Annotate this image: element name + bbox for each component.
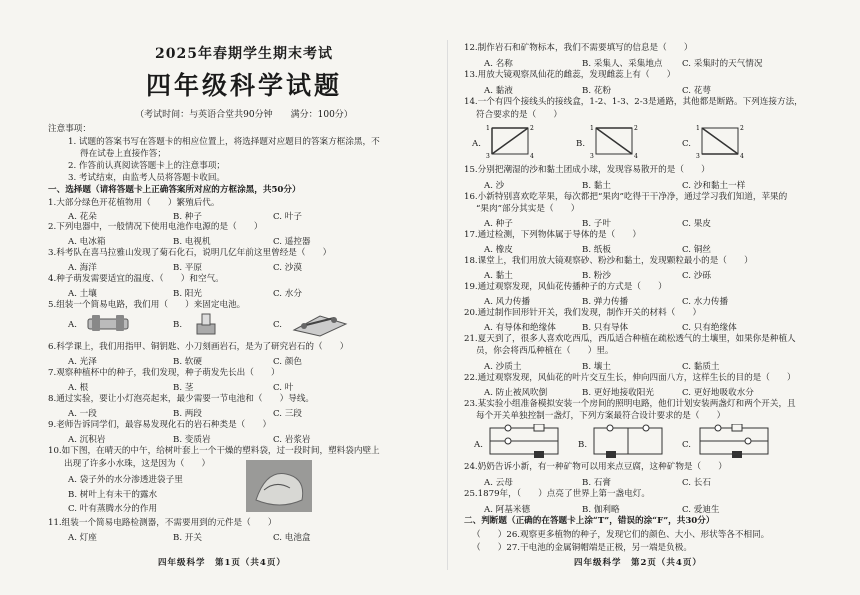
option-c: C. 沙砾 [682, 271, 711, 281]
option-b: B. [578, 440, 588, 450]
question-text: 13.用放大镜观察凤仙花的雌蕊，发现雌蕊上有（ ） [464, 70, 676, 80]
option-c: C. 叶子 [273, 212, 302, 222]
option-a: A. 沙质土 [484, 362, 522, 372]
exam-info: （考试时间：与英语合堂共90分钟 满分：100分） [135, 110, 353, 120]
terminal-label: 1 [486, 125, 490, 132]
option-a: A. 黏土 [484, 271, 513, 281]
note-item: 1. 试题的答案书写在答题卡的相应位置上，将选择题对应题目的答案方框涂黑，不 [68, 137, 380, 147]
terminal-label: 4 [530, 153, 534, 160]
option-a: A. 根 [68, 383, 89, 393]
terminal-label: 3 [486, 153, 490, 160]
page-2 [464, 0, 828, 595]
junction-box-c [696, 122, 746, 160]
question-text: “果肉”部分其实是（ ） [476, 204, 580, 214]
option-c: C. 叶有蒸腾水分的作用 [68, 504, 158, 514]
option-b: B. 更好地接收阳光 [582, 388, 654, 398]
option-c: C. 果皮 [682, 219, 711, 229]
option-b: B. 种子 [173, 212, 202, 222]
question-text: 22.通过观察发现，风仙花的叶片交互生长，伸向四面八方，这样生长的目的是（ ） [464, 373, 796, 383]
question-text: 7.观察种植杯中的种子，我们发现，种子萌发先长出（ ） [48, 368, 280, 378]
question-text: 1.大部分绿色开花植物用（ ）繁殖后代。 [48, 198, 220, 208]
option-c: C. 水力传播 [682, 297, 729, 307]
junction-box-b [590, 122, 640, 160]
option-b: B. 石膏 [582, 478, 611, 488]
option-a: A. 有导体和绝缘体 [484, 323, 556, 333]
battery-box-image [84, 311, 132, 337]
plastic-bag-photo [246, 460, 312, 512]
option-c: C. 三段 [273, 409, 302, 419]
option-c: C. 沙漠 [273, 263, 302, 273]
option-a: A. 云母 [484, 478, 513, 488]
option-a: A. 花朵 [68, 212, 97, 222]
terminal-label: 3 [696, 153, 700, 160]
option-b: B. 壤土 [582, 362, 611, 372]
option-b: B. 只有导体 [582, 323, 629, 333]
section-heading: 二、判断题（正确的在答题卡上涂“T”，错误的涂“F”，共30分） [464, 516, 715, 526]
option-b: B. 黏土 [582, 181, 611, 191]
option-c: C. 黏质土 [682, 362, 720, 372]
option-b: B. 弹力传播 [582, 297, 629, 307]
option-b: B. 电视机 [173, 237, 211, 247]
terminal-label: 4 [740, 153, 744, 160]
question-text: 5.组装一个简易电路，我们用（ ）来固定电池。 [48, 300, 246, 310]
question-text: 25.1879年，（ ）点亮了世界上第一盏电灯。 [464, 489, 650, 499]
bulb-holder-image [191, 310, 221, 338]
circuit-diagram-a [486, 424, 562, 458]
question-text: 10.如下图，在晴天的中午，给树叶套上一个干燥的塑料袋，过一段时间，塑料袋内壁上 [48, 446, 380, 456]
option-a: A. 灯座 [68, 533, 97, 543]
circuit-diagram-b [590, 424, 666, 458]
terminal-label: 2 [634, 125, 638, 132]
option-a: A. [472, 139, 481, 149]
note-item: 3. 考试结束，由监考人员将答题卡收回。 [68, 173, 226, 183]
option-a: A. 光泽 [68, 357, 97, 367]
option-b: B. 平原 [173, 263, 202, 273]
option-c: C. 长石 [682, 478, 711, 488]
option-a: A. [474, 440, 483, 450]
subject-title: 四年级科学试题 [145, 71, 342, 100]
option-c: C. 叶 [273, 383, 294, 393]
option-a: A. 海洋 [68, 263, 97, 273]
option-b: B. 开关 [173, 533, 202, 543]
option-b: B. 伽利略 [582, 505, 620, 515]
option-a: A. [68, 320, 77, 330]
option-c: C. 只有绝缘体 [682, 323, 737, 333]
option-c: C. [682, 440, 692, 450]
question-text: 12.制作岩石和矿物标本，我们不需要填写的信息是（ ） [464, 43, 693, 53]
option-c: C. 遥控器 [273, 237, 311, 247]
question-text: 14.一个有四个接线头的接线盒，1-2、1-3、2-3是通路，其他都是断路。下列连接方法， [464, 97, 803, 107]
option-b: B. 采集人、采集地点 [582, 59, 663, 69]
option-c: C. 岩浆岩 [273, 435, 311, 445]
option-a: A. 袋子外的水分渗透进袋子里 [68, 475, 183, 485]
question-text: 9.老师告诉同学们，最容易发现化石的岩石种类是（ ） [48, 420, 272, 430]
option-c: C. 电池盒 [273, 533, 311, 543]
option-b: B. 阳光 [173, 289, 202, 299]
page-divider [447, 40, 448, 570]
terminal-label: 4 [634, 153, 638, 160]
question-text: 11.组装一个简易电路检测器，不需要用到的元件是（ ） [48, 518, 277, 528]
exam-title: 2025年春期学生期末考试 [155, 46, 333, 62]
option-a: A. 橡皮 [484, 245, 513, 255]
option-a: A. 名称 [484, 59, 513, 69]
note-item: 2. 作答前认真阅读答题卡上的注意事项； [68, 161, 226, 171]
page-1 [48, 0, 430, 595]
option-b: B. 子叶 [582, 219, 611, 229]
option-b: B. 树叶上有未干的露水 [68, 490, 158, 500]
page-footer: 四年级科学 第1页（共4页） [158, 558, 286, 568]
page-footer: 四年级科学 第2页（共4页） [574, 558, 702, 568]
question-text: 24.奶奶告诉小新，有一种矿物可以用来点豆腐，这种矿物是（ ） [464, 462, 727, 472]
option-b: B. 花粉 [582, 86, 611, 96]
option-b: B. 纸板 [582, 245, 611, 255]
option-c: C. [273, 320, 283, 330]
option-b: B. 粉沙 [582, 271, 611, 281]
option-b: B. 茎 [173, 383, 194, 393]
circuit-diagram-c [696, 424, 772, 458]
option-b: B. 软硬 [173, 357, 202, 367]
option-a: A. 土壤 [68, 289, 97, 299]
question-text: 2.下列电器中，一般情况下使用电池作电源的是（ ） [48, 222, 263, 232]
option-b: B. 两段 [173, 409, 202, 419]
option-c: C. 爱迪生 [682, 505, 720, 515]
junction-box-a [486, 122, 536, 160]
option-a: A. 沙 [484, 181, 505, 191]
question-text: 3.科考队在喜马拉雅山发现了菊石化石，说明几亿年前这里曾经是（ ） [48, 248, 332, 258]
option-a: A. 电冰箱 [68, 237, 106, 247]
question-text: 20.通过制作回形针开关，我们发现，制作开关的材料（ ） [464, 308, 702, 318]
option-a: A. 风力传播 [484, 297, 531, 307]
judge-item: （ ）27.干电池的金属铜帽端是正极，另一端是负极。 [472, 543, 692, 553]
option-b: B. [173, 320, 183, 330]
switch-image [290, 306, 350, 338]
option-c: C. [682, 139, 692, 149]
question-text: 员，你会将西瓜种植在（ ）里。 [476, 346, 614, 356]
terminal-label: 2 [740, 125, 744, 132]
option-c: C. 沙和黏土一样 [682, 181, 746, 191]
option-c: C. 水分 [273, 289, 302, 299]
question-text: 18.课堂上，我们用放大镜观察砂、粉沙和黏土，发现颗粒最小的是（ ） [464, 256, 753, 266]
note-item: 得在试卷上直接作答； [80, 149, 166, 159]
terminal-label: 2 [530, 125, 534, 132]
option-c: C. 花萼 [682, 86, 711, 96]
judge-item: （ ）26.观察更多植物的种子，发现它们的颜色、大小、形状等各不相同。 [472, 530, 770, 540]
section-heading: 一、选择题（请将答题卡上正确答案所对应的方框涂黑，共50分） [48, 185, 301, 195]
question-text: 23.某实验小组准备模拟安装一个房间的照明电路，他们计划安装两盏灯和两个开关，且 [464, 399, 796, 409]
option-c: C. 采集时的天气情况 [682, 59, 763, 69]
option-a: A. 阿基米德 [484, 505, 531, 515]
option-b: B. [576, 139, 586, 149]
question-text: 19.通过观察发现，风仙花传播种子的方式是（ ） [464, 282, 667, 292]
terminal-label: 1 [590, 125, 594, 132]
terminal-label: 3 [590, 153, 594, 160]
question-text: 17.通过检测，下列物体属于导体的是（ ） [464, 230, 641, 240]
question-text: 21.夏天到了，很多人喜欢吃西瓜，西瓜适合种植在疏松透气的土壤里，如果你是种植人 [464, 334, 796, 344]
option-a: A. 种子 [484, 219, 513, 229]
option-a: A. 防止被风吹倒 [484, 388, 548, 398]
question-text: 出现了许多小水珠，这是因为（ ） [64, 459, 211, 469]
notes-label: 注意事项： [48, 124, 91, 134]
question-text: 4.种子萌发需要适宜的温度、（ ）和空气。 [48, 274, 224, 284]
terminal-label: 1 [696, 125, 700, 132]
question-text: 16.小新特别喜欢吃苹果，每次都把“果肉”吃得干干净净，通过学习我们知道，苹果的 [464, 192, 788, 202]
question-text: 每个开关单独控制一盏灯，下列方案最符合设计要求的是（ ） [476, 411, 726, 421]
question-text: 6.科学课上，我们用指甲、铜钥匙、小刀刻画岩石，是为了研究岩石的（ ） [48, 342, 349, 352]
option-c: C. 更好地吸收水分 [682, 388, 754, 398]
option-c: C. 铜丝 [682, 245, 711, 255]
option-c: C. 颜色 [273, 357, 302, 367]
question-text: 8.通过实验，要让小灯泡亮起来，最少需要一节电池和（ ）导线。 [48, 394, 315, 404]
option-a: A. 沉积岩 [68, 435, 106, 445]
question-text: 15.分别把潮湿的沙和黏土团成小球，发现容易散开的是（ ） [464, 165, 710, 175]
option-a: A. 一段 [68, 409, 97, 419]
option-b: B. 变质岩 [173, 435, 211, 445]
option-a: A. 黏液 [484, 86, 513, 96]
question-text: 符合要求的是（ ） [476, 110, 562, 120]
